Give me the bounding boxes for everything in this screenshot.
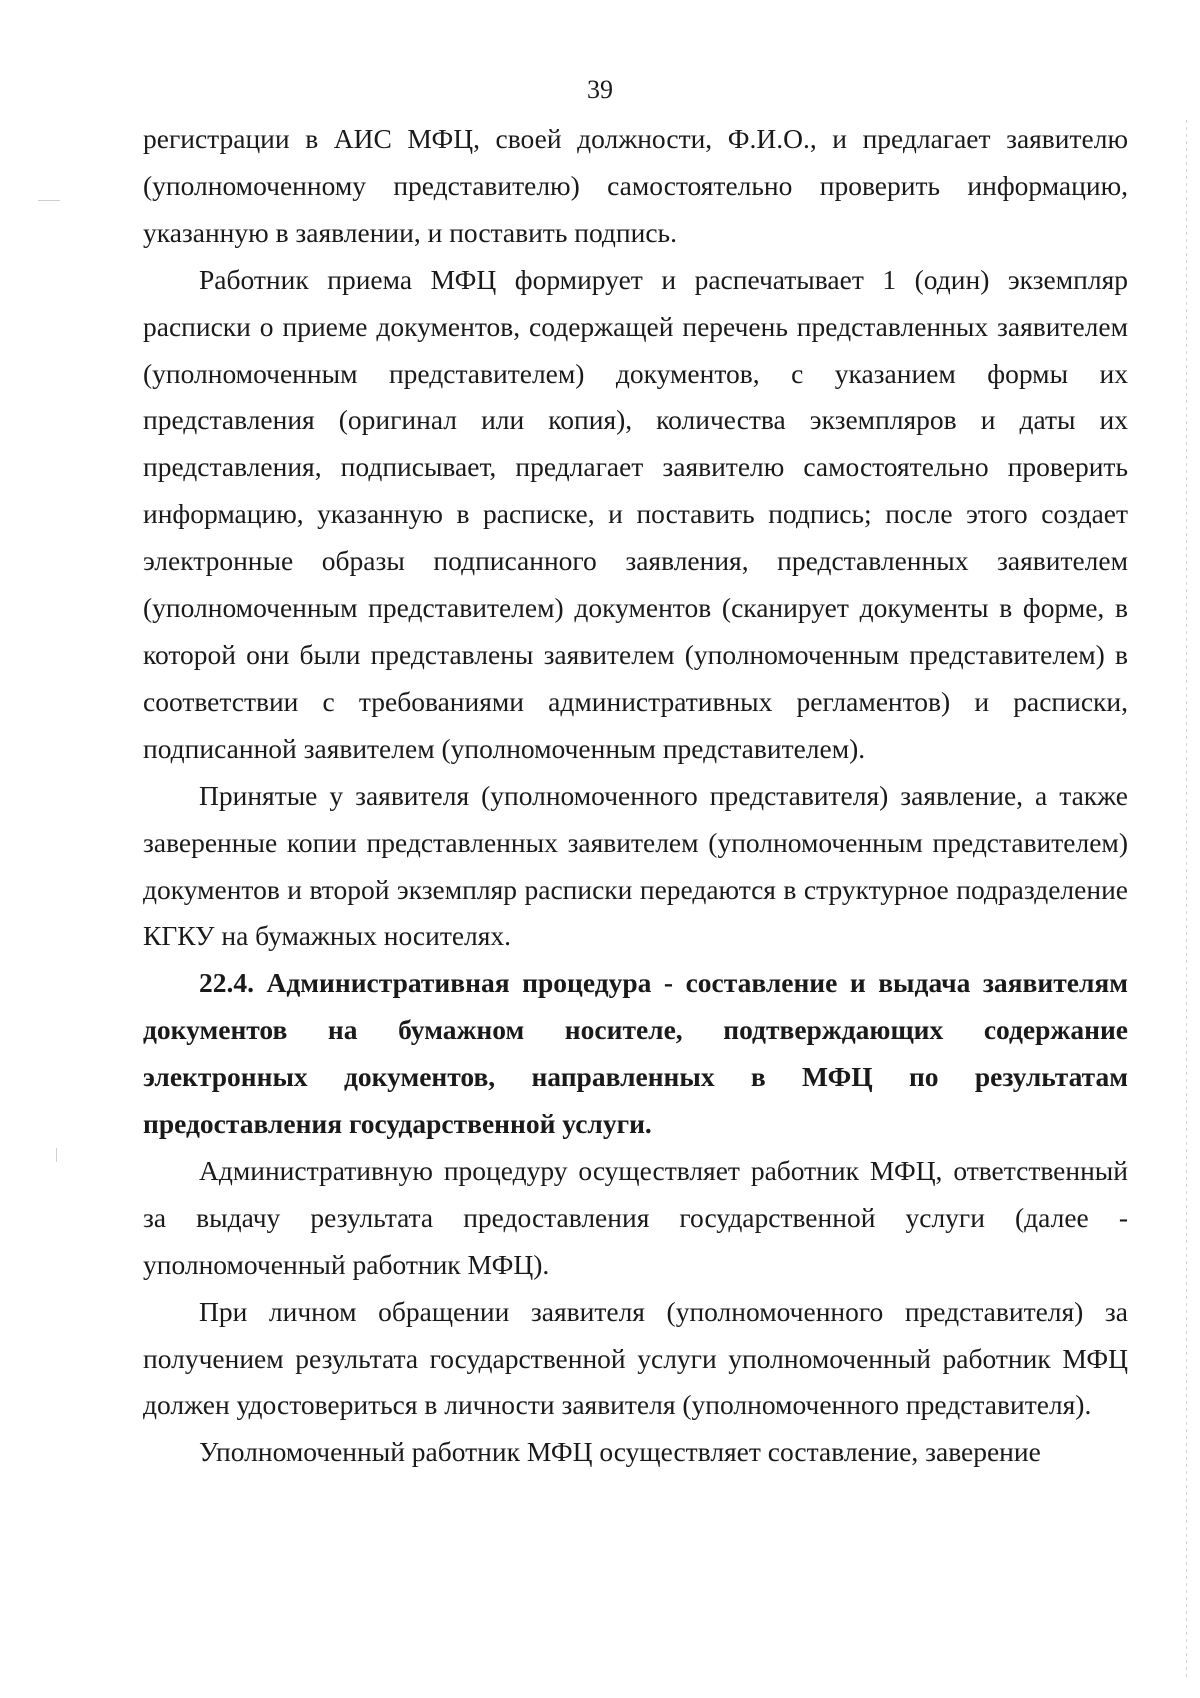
paragraph-compilation: Уполномоченный работник МФЦ осуществляет составление, заверение bbox=[199, 1436, 1041, 1468]
paragraph-registration: регистрации в АИС МФЦ, своей должности, Ф.И.О., и предлагает заявителю (уполномоченному представителю) самостоятельно проверить информацию, указанную в заявлении, и поставить подпись. bbox=[143, 123, 1128, 248]
scan-edge-line bbox=[1186, 120, 1187, 1680]
paragraph-receipt: Работник приема МФЦ формирует и распечатывает 1 (один) экземпляр расписки о приеме документов, содержащей перечень представленных заявителем (уполномоченным представителем) документов, с указанием формы их представления (оригинал или копия), количества экземпляров и даты их представления, подписывает, предлагает заявителю самостоятельно проверить информацию, указанную в расписке, и поставить подпись; после этого создает электронные образы подписанного заявления, представленных заявителем (уполномоченным представителем) документов (сканирует документы в форме, в которой они были представлены заявителем (уполномоченным представителем) в соответствии с требованиями административных регламентов) и расписки, подписанной заявителем (уполномоченным представителем). bbox=[143, 263, 1128, 764]
document-body bbox=[143, 116, 1128, 1476]
page-number: 39 bbox=[587, 75, 613, 104]
paragraph-transfer: Принятые у заявителя (уполномоченного представителя) заявление, а также заверенные копии представленных заявителем (уполномоченным представителем) документов и второй экземпляр расписки передаются в структурное подразделение КГКУ на бумажных носителях. bbox=[143, 779, 1128, 952]
paragraph-responsible-worker: Административную процедуру осуществляет работник МФЦ, ответственный за выдачу результата предоставления государственной услуги (далее - уполномоченный работник МФЦ). bbox=[143, 1154, 1128, 1280]
section-heading-22-4: 22.4. Административная процедура - составление и выдача заявителям документов на бумажном носителе, подтверждающих содержание электронных документов, направленных в МФЦ по результатам предоставления государственной услуги. bbox=[143, 967, 1128, 1140]
margin-mark-bottom bbox=[56, 1148, 57, 1162]
paragraph-personal-visit: При личном обращении заявителя (уполномоченного представителя) за получением результата государственной услуги уполномоченный работник МФЦ должен удостовериться в личности заявителя (уполномоченного представителя). bbox=[143, 1295, 1128, 1421]
margin-mark-top bbox=[38, 200, 60, 201]
